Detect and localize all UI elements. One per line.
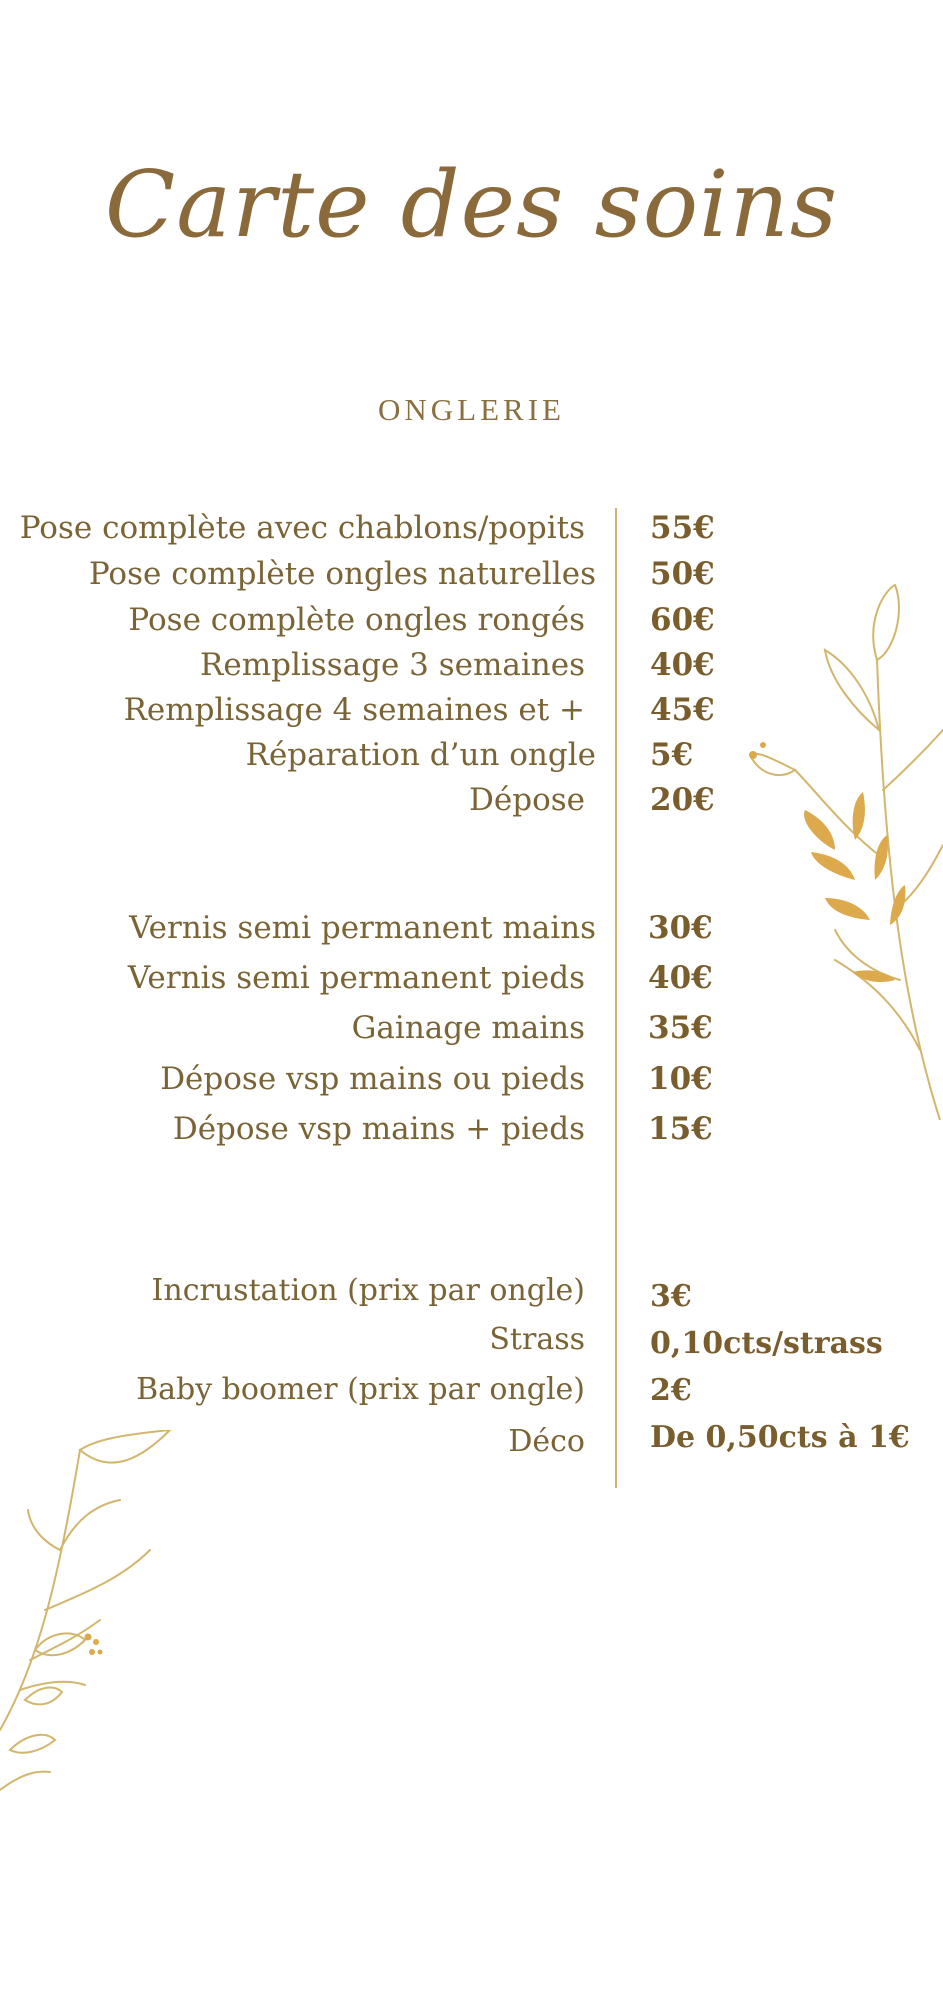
service-name: Incrustation (prix par ongle): [151, 1273, 585, 1308]
service-price: De 0,50cts à 1€: [650, 1420, 910, 1455]
service-name: Pose complète avec chablons/popits: [19, 510, 585, 546]
service-price: 30€: [648, 910, 713, 946]
service-name: Dépose vsp mains ou pieds: [160, 1061, 585, 1097]
service-name: Strass: [489, 1322, 585, 1357]
service-price: 5€: [650, 737, 694, 773]
service-name: Réparation d’un ongle: [245, 737, 596, 773]
service-price: 10€: [648, 1061, 713, 1097]
service-price: 20€: [650, 782, 715, 818]
section-title: ONGLERIE: [378, 392, 565, 427]
service-name: Déco: [508, 1424, 585, 1459]
service-price: 40€: [650, 647, 715, 683]
service-price: 3€: [650, 1279, 692, 1314]
service-price: 2€: [650, 1373, 692, 1408]
service-price: 35€: [648, 1010, 713, 1046]
service-price: 60€: [650, 602, 715, 638]
service-price: 55€: [650, 510, 715, 546]
floral-branch-illustration: [745, 580, 943, 1120]
page-title: Carte des soins: [104, 151, 839, 258]
service-name: Remplissage 3 semaines: [200, 647, 585, 683]
service-name: Vernis semi permanent pieds: [127, 960, 585, 996]
service-name: Vernis semi permanent mains: [129, 910, 596, 946]
service-name: Gainage mains: [351, 1010, 585, 1046]
service-price: 15€: [648, 1111, 713, 1147]
divider-line: [615, 508, 617, 1488]
service-name: Remplissage 4 semaines et +: [123, 692, 585, 728]
service-price: 45€: [650, 692, 715, 728]
service-name: Dépose: [469, 782, 585, 818]
service-name: Dépose vsp mains + pieds: [172, 1111, 585, 1147]
floral-branch-illustration: [0, 1430, 180, 1830]
service-name: Pose complète ongles rongés: [128, 602, 585, 638]
service-name: Pose complète ongles naturelles: [88, 556, 596, 592]
service-price: 50€: [650, 556, 715, 592]
service-name: Baby boomer (prix par ongle): [136, 1372, 585, 1407]
service-price: 40€: [648, 960, 713, 996]
service-price: 0,10cts/strass: [650, 1326, 883, 1361]
